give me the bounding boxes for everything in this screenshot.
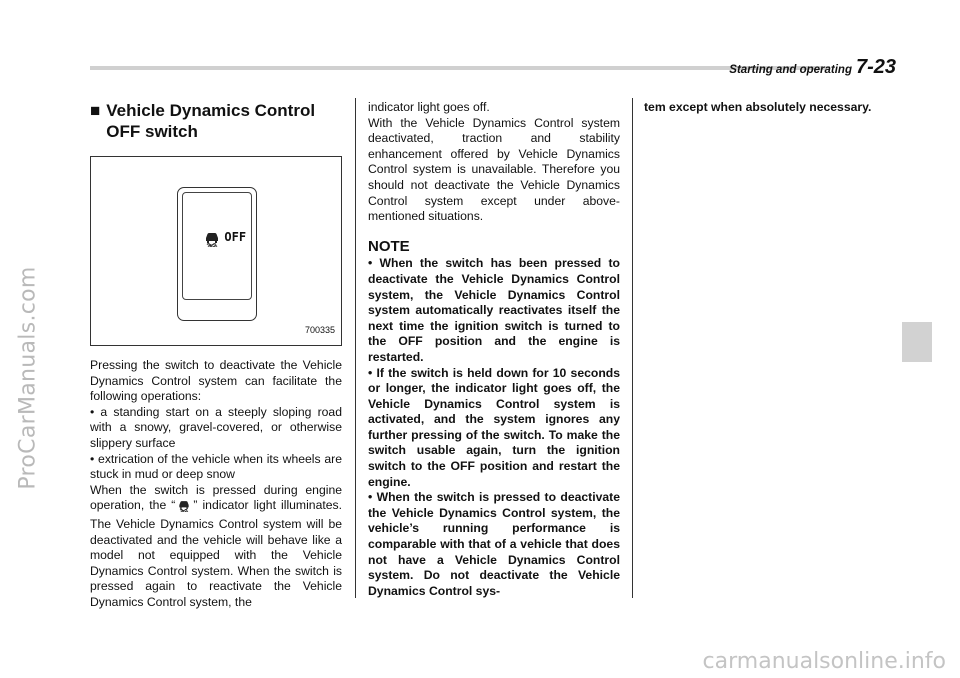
indicator-text-after: ” indicator light illuminates. The Vehicle Dynamics Control system will be deactivated and the vehicle will behave like a model not equipped with the Vehicle Dynamics Control system. When the switch is pressed again to reactivate the Vehicle Dynamics Control system, the xyxy=(90,498,342,609)
header-section-title: Starting and operating xyxy=(729,64,852,76)
vdc-off-icon xyxy=(203,229,246,247)
column-1 xyxy=(90,100,342,611)
switch-body xyxy=(177,187,257,321)
indicator-text-before: When the switch is pressed during engine operation, the “ xyxy=(90,482,342,513)
vdc-indicator-icon xyxy=(177,498,191,517)
indicator-paragraph xyxy=(90,483,342,611)
note-item-2: • If the switch is held down for 10 seconds or longer, the indicator light goes off, the Vehicle Dynamics Control system is activated, and the system ignores any further pressing of the switch. To make the switch usable again, turn the ignition switch to the OFF position and restart the engine. xyxy=(368,365,620,489)
switch-face xyxy=(182,192,252,300)
note-item-3: • When the switch is pressed to deactivate the Vehicle Dynamics Control system, the vehicle’s running performance is comparable with that of a vehicle that does not have a Vehicle Dynamics Control system. Do not deactivate the Vehicle Dynamics Control sys- xyxy=(368,490,620,598)
section-bullet: ■ xyxy=(90,101,101,120)
column-divider-2 xyxy=(632,98,633,598)
intro-paragraph: Pressing the switch to deactivate the Vehicle Dynamics Control system can facilitate the following operations: xyxy=(90,358,342,404)
column-3 xyxy=(644,100,896,116)
section-title: Vehicle Dynamics Control OFF switch xyxy=(106,101,316,141)
watermark-carmanualsonline: carmanualsonline.info xyxy=(702,649,946,674)
continued-text: indicator light goes off. xyxy=(368,100,490,114)
watermark-procarmanuals: ProCarManuals.com xyxy=(15,266,41,490)
page-header xyxy=(729,56,896,79)
page-number: 7-23 xyxy=(855,56,896,78)
section-heading xyxy=(90,100,342,142)
note-continued: tem except when absolutely necessary. xyxy=(644,100,872,114)
note-item-1: • When the switch has been pressed to deactivate the Vehicle Dynamics Control system, the Vehicle Dynamics Control system automatically reactivates itself the next time the ignition switch is turned to the OFF position and the engine is restarted. xyxy=(368,256,620,364)
column-divider-1 xyxy=(355,98,356,598)
note-heading: NOTE xyxy=(368,237,410,255)
operation-bullet-1: • a standing start on a steeply sloping road with a snowy, gravel-covered, or otherwise slippery surface xyxy=(90,404,342,450)
figure-id: 700335 xyxy=(304,325,335,336)
switch-label: OFF xyxy=(224,230,247,245)
deactivation-paragraph: With the Vehicle Dynamics Control system deactivated, traction and stability enhancement offered by Vehicle Dynamics Control system is unavailable. Therefore you should not deactivate the Vehicle Dynamics Control system except under above-mentioned situations. xyxy=(368,115,620,224)
operation-bullet-2: • extrication of the vehicle when its wheels are stuck in mud or deep snow xyxy=(90,451,342,482)
header-rule xyxy=(90,66,830,70)
chapter-tab xyxy=(902,322,932,362)
column-2 xyxy=(368,100,620,599)
switch-illustration xyxy=(90,156,342,346)
